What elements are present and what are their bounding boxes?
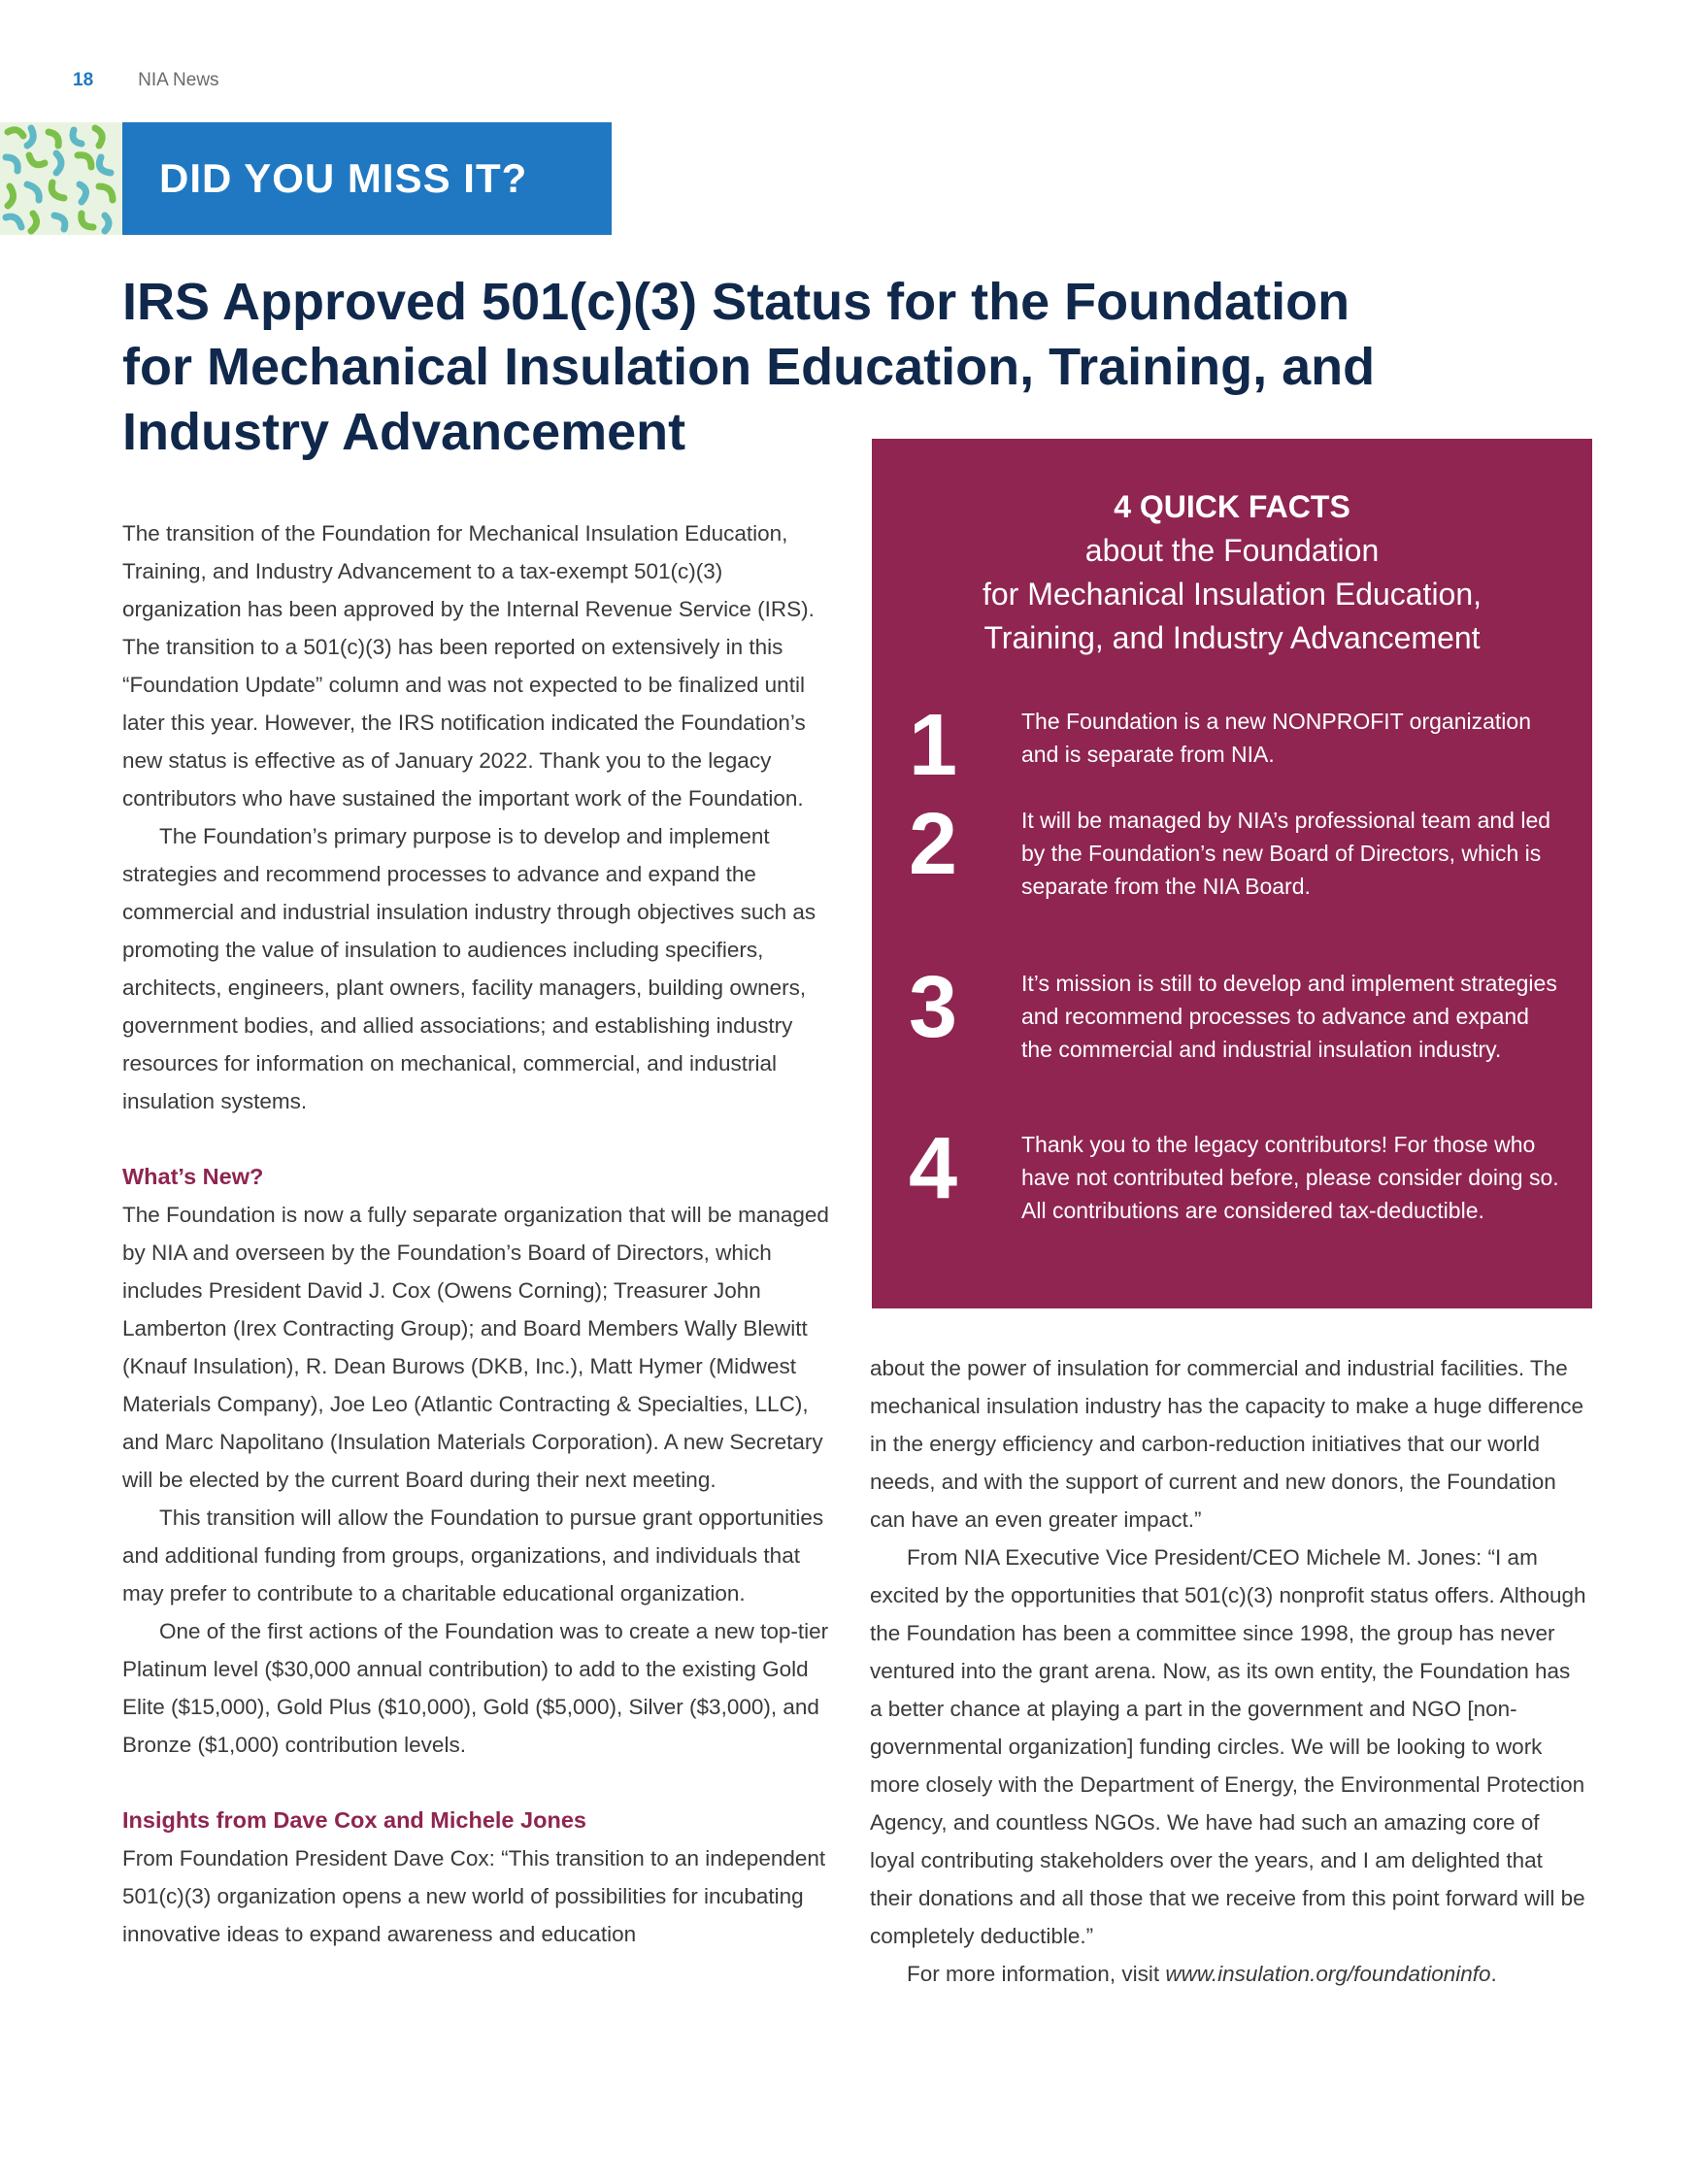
quick-facts-title: [872, 485, 1592, 660]
section-banner: [122, 122, 612, 235]
fact-item: [909, 796, 1559, 903]
left-column: [122, 514, 841, 1953]
article-headline: [122, 270, 1540, 465]
fact-number: 3: [909, 959, 958, 1056]
right-column: [870, 1349, 1588, 1993]
fact-text: The Foundation is a new NONPROFIT organization and is separate from NIA.: [1021, 709, 1531, 767]
body-paragraph: This transition will allow the Foundation to pursue grant opportunities and additional funding from groups, organizations, and individuals that may prefer to contribute to a charitable educational organization.: [122, 1506, 824, 1605]
page-number: 18: [73, 70, 94, 90]
body-paragraph: One of the first actions of the Foundation was to create a new top-tier Platinum level ($30,000 annual contribution) to add to the existing Gold Elite ($15,000), Gold Plus ($10,000), Gold ($5,000), Silver ($3,000), and Bronze ($1,000) contribution levels.: [122, 1619, 829, 1757]
body-paragraph: From NIA Executive Vice President/CEO Michele M. Jones: “I am excited by the opportunities that 501(c)(3) nonprofit status offers. Although the Foundation has been a committee since 1998, the group has never ventured into the grant arena. Now, as its own entity, the Foundation has a better chance at playing a part in the government and NGO [non-governmental organization] funding circles. We will be looking to work more closely with the Department of Energy, the Environmental Protection Agency, and countless NGOs. We have had such an amazing core of loyal contributing stakeholders over the years, and I am delighted that their donations and all those that we receive from this point forward will be completely deductible.”: [870, 1545, 1586, 1948]
foundation-info-link[interactable]: www.insulation.org/foundationinfo: [1165, 1962, 1491, 1986]
body-paragraph: From Foundation President Dave Cox: “This transition to an independent 501(c)(3) organization opens a new world of possibilities for incubating innovative ideas to expand awareness and education: [122, 1846, 826, 1946]
fact-text: It’s mission is still to develop and implement strategies and recommend processes to advance and expand the commercial and industrial insulation industry.: [1021, 971, 1557, 1062]
decorative-pattern: [0, 122, 122, 235]
section-banner-label: DID YOU MISS IT?: [159, 155, 528, 201]
link-prefix: For more information, visit: [907, 1962, 1166, 1986]
section-subhead: What’s New?: [122, 1164, 264, 1189]
squiggle-pattern-graphic: [0, 122, 122, 235]
fact-text: Thank you to the legacy contributors! For those who have not contributed before, please consider doing so. All contributions are considered tax-deductible.: [1021, 1132, 1559, 1223]
link-suffix: .: [1490, 1962, 1497, 1986]
body-paragraph: about the power of insulation for commercial and industrial facilities. The mechanical insulation industry has the capacity to make a huge difference in the energy efficiency and carbon-reduction initiatives that our world needs, and with the support of current and new donors, the Foundation can have an even greater impact.”: [870, 1356, 1584, 1532]
fact-item: [909, 697, 1559, 794]
fact-item: [909, 1120, 1559, 1227]
headline-line: Industry Advancement: [122, 403, 686, 461]
quick-facts-title-line: Training, and Industry Advancement: [983, 620, 1481, 655]
quick-facts-title-line: for Mechanical Insulation Education,: [982, 577, 1482, 612]
quick-facts-box: [872, 439, 1592, 1308]
fact-number: 4: [909, 1120, 958, 1217]
fact-item: [909, 959, 1559, 1066]
body-paragraph: [870, 1955, 1588, 1993]
quick-facts-title-line: about the Foundation: [1084, 533, 1380, 568]
body-paragraph: The transition of the Foundation for Mechanical Insulation Education, Training, and Industry Advancement to a tax-exempt 501(c)(3) organization has been approved by the Internal Revenue Service (IRS). The transition to a 501(c)(3) has been reported on extensively in this “Foundation Update” column and was not expected to be finalized until later this year. However, the IRS notification indicated the Foundation’s new status is effective as of January 2022. Thank you to the legacy contributors who have sustained the important work of the Foundation.: [122, 521, 815, 811]
fact-number: 2: [909, 796, 958, 893]
headline-line: for Mechanical Insulation Education, Training, and: [122, 338, 1376, 396]
quick-facts-title-line: 4 QUICK FACTS: [1114, 489, 1350, 524]
body-paragraph: The Foundation is now a fully separate organization that will be managed by NIA and overseen by the Foundation’s Board of Directors, which includes President David J. Cox (Owens Corning); Treasurer John Lamberton (Irex Contracting Group); and Board Members Wally Blewitt (Knauf Insulation), R. Dean Burows (DKB, Inc.), Matt Hymer (Midwest Materials Company), Joe Leo (Atlantic Contracting & Specialties, LLC), and Marc Napolitano (Insulation Materials Corporation). A new Secretary will be elected by the current Board during their next meeting.: [122, 1203, 829, 1492]
page-header: [73, 70, 219, 91]
publication-name: NIA News: [138, 70, 219, 90]
section-subhead: Insights from Dave Cox and Michele Jones: [122, 1807, 586, 1833]
fact-number: 1: [909, 697, 958, 794]
fact-text: It will be managed by NIA’s professional team and led by the Foundation’s new Board of Directors, which is separate from the NIA Board.: [1021, 808, 1551, 899]
headline-line: IRS Approved 501(c)(3) Status for the Foundation: [122, 273, 1350, 331]
body-paragraph: The Foundation’s primary purpose is to develop and implement strategies and recommend processes to advance and expand the commercial and industrial insulation industry through objectives such as promoting the value of insulation to audiences including specifiers, architects, engineers, plant owners, facility managers, building owners, government bodies, and allied associations; and establishing industry resources for information on mechanical, commercial, and industrial insulation systems.: [122, 824, 816, 1113]
